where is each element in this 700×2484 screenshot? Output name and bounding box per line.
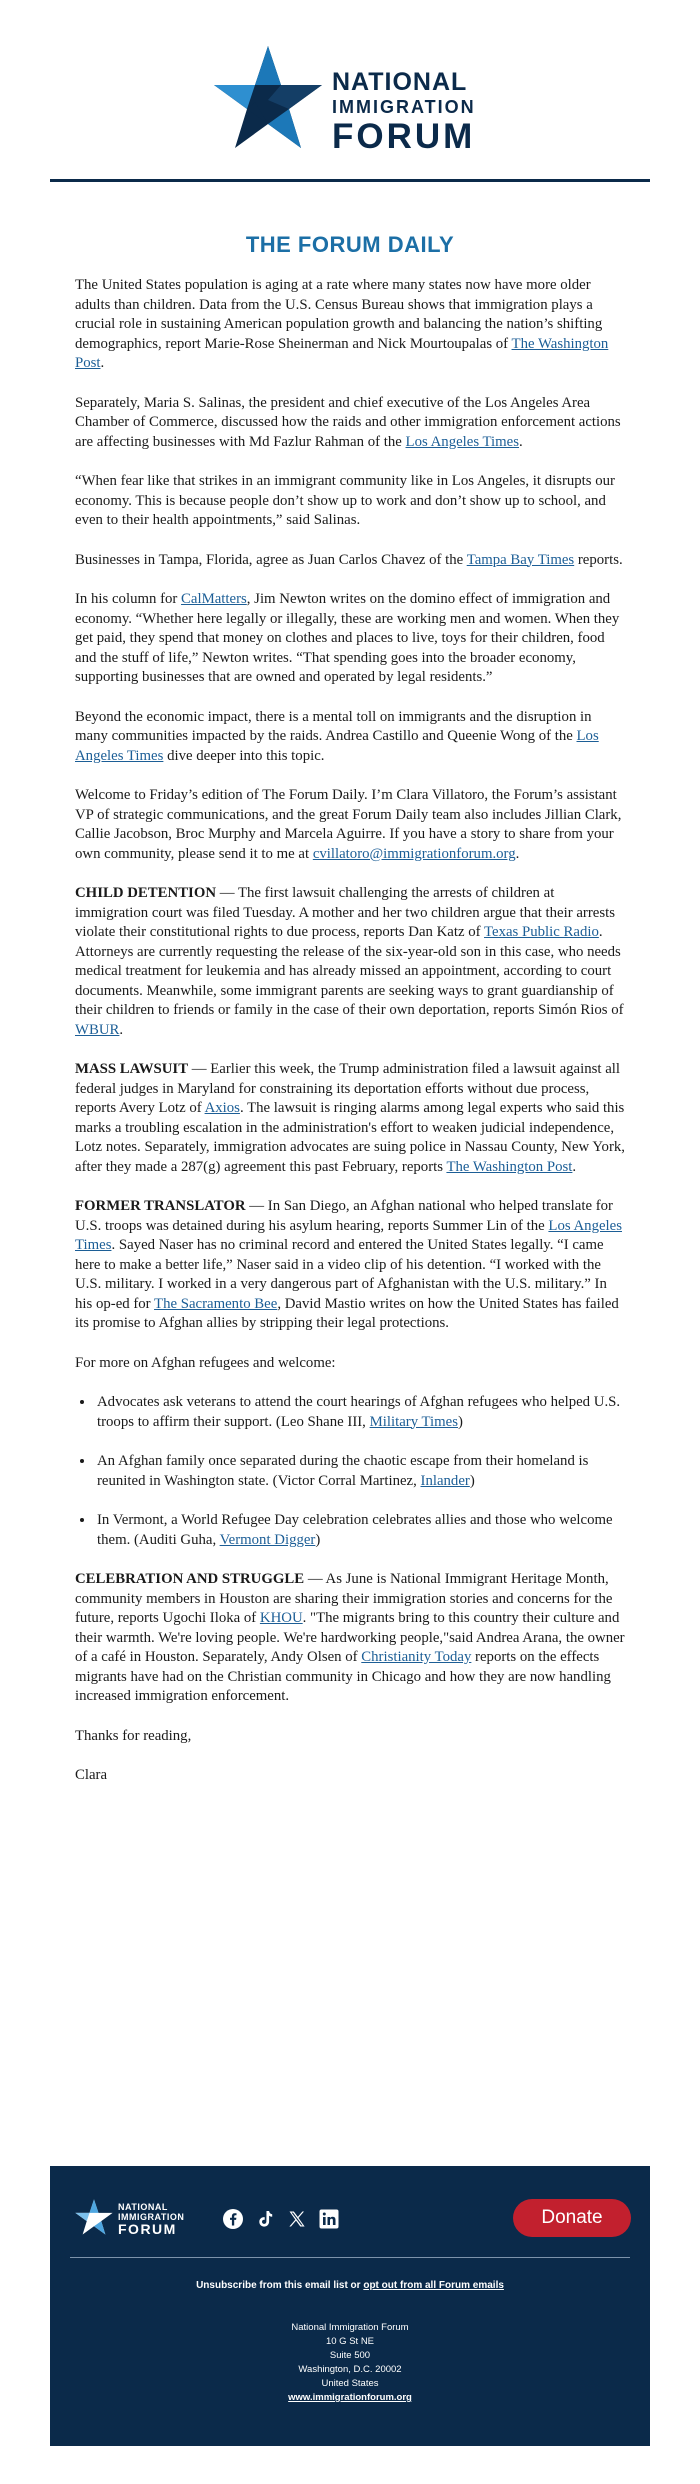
paragraph: For more on Afghan refugees and welcome: [75, 1354, 336, 1371]
page-title: THE FORUM DAILY [245, 232, 455, 257]
address-line: Suite 500 [329, 2350, 371, 2361]
link-wbur[interactable]: WBUR [75, 1021, 120, 1038]
link-axios[interactable]: Axios [204, 1100, 240, 1116]
paragraph: Beyond the economic impact, there is a mental toll on immigrants and the disruption in many communities impacted by the raids. Andrea Castillo and Queenie Wong of the Los Angeles Times dive deeper into this topic. [75, 708, 599, 764]
logo-line-1: NATIONAL [332, 68, 468, 96]
paragraph: CELEBRATION AND STRUGGLE — As June is National Immigrant Heritage Month, community members in Houston are sharing their immigration stories and concerns for the future, reports Ugochi Iloka of KHOU. "The migrants bring to this country their culture and their warmth. We're loving people. We're hardworking people,"said Andrea Arana, the owner of a café in Houston. Separately, Andy Olsen of Christianity Today reports on the effects migrants have had on the Christian community in Chicago and how they are now handling increased immigration enforcement. [75, 1571, 625, 1704]
facebook-icon[interactable] [222, 2208, 244, 2230]
paragraph: In his column for CalMatters, Jim Newton writes on the domino effect of immigration and economy. “Whether here legally or illegally, these are working men and women. When they get paid, they spend that money on clothes and places to live, toys for their children, food and the stuff of life,” Newton writes. “That spending goes into the broader economy, supporting businesses that are owned and operated by legal residents.” [75, 591, 620, 685]
paragraph: Separately, Maria S. Salinas, the president and chief executive of the Los Angeles Area Chamber of Commerce, discussed how the raids and other immigration enforcement actions are affecting businesses with Md Fazlur Rahman of the Los Angeles Times. [75, 394, 621, 450]
link-los-angeles-times[interactable]: Los Angeles Times [75, 1217, 622, 1253]
footer-logo-line-2: IMMIGRATION [118, 2212, 185, 2222]
footer-divider [70, 2257, 630, 2258]
paragraph: The United States population is aging at a rate where many states now have more older adults than children. Data from the U.S. Census Bureau shows that immigration plays a crucial role in sustaining American population growth and balancing the nation’s shifting demographics, report Marie-Rose Sheinerman and Nick Mourtoupalas of The Washington Post. [75, 277, 609, 371]
section-heading: MASS LAWSUIT [75, 1061, 189, 1077]
footer-logo-line-1: NATIONAL [118, 2202, 168, 2212]
linkedin-icon[interactable] [318, 2208, 340, 2230]
tiktok-icon[interactable] [254, 2208, 276, 2230]
signature-name: Clara [75, 1767, 108, 1783]
link-email-clara[interactable]: cvillatoro@immigrationforum.org [312, 845, 516, 862]
paragraph: “When fear like that strikes in an immigrant community like in Los Angeles, it disrupts our economy. This is because people don’t show up to work and don’t show up to school, and even to their health appointments,” said Salinas. [75, 473, 615, 528]
star-icon [210, 42, 326, 158]
opt-out-link[interactable]: opt out from all Forum emails [363, 2280, 504, 2291]
link-los-angeles-times[interactable]: Los Angeles Times [75, 728, 599, 764]
link-calmatters[interactable]: CalMatters [181, 591, 247, 607]
link-sacramento-bee[interactable]: The Sacramento Bee [154, 1295, 278, 1312]
x-icon[interactable] [286, 2208, 308, 2230]
footer-logo-line-3: FORUM [118, 2221, 177, 2237]
mailing-address [50, 2321, 650, 2405]
paragraph: MASS LAWSUIT — Earlier this week, the Trump administration filed a lawsuit against all federal judges in Maryland for constraining its deportation efforts without due process, reports Avery Lotz of Axios. The lawsuit is ringing alarms among legal experts who said this marks a troubling escalation in the administration's effort to weaken judicial independence, Lotz notes. Separately, immigration advocates are suing police in Nassau County, New York, after they made a 287(g) agreement this past February, reports The Washington Post. [75, 1061, 625, 1175]
section-heading: CHILD DETENTION [75, 885, 217, 901]
paragraph: CHILD DETENTION — The first lawsuit challenging the arrests of children at immigration court was filed Tuesday. A mother and her two children argue that their arrests violate their constitutional rights to due process, reports Dan Katz of Texas Public Radio. Attorneys are currently requesting the release of the six-year-old son in this case, who needs medical treatment for leukemia and has already missed an appointment, according to court documents. Meanwhile, some immigrant parents are seeking ways to grant guardianship of their children to friends or family in the case of their own deportation, reports Simón Rios of WBUR. [75, 885, 624, 1038]
logo-line-2: IMMIGRATION [332, 97, 476, 117]
sign-off: Thanks for reading, [75, 1727, 192, 1744]
list-item: • An Afghan family once separated during the chaotic escape from their homeland is reunited in Washington state. (Victor Corral Martinez, Inlander) [95, 1452, 627, 1491]
link-texas-public-radio[interactable]: Texas Public Radio [484, 924, 599, 940]
link-los-angeles-times[interactable]: Los Angeles Times [405, 433, 519, 450]
list-item: • In Vermont, a World Refugee Day celebration celebrates allies and those who welcome them. (Auditi Guha, Vermont Digger) [95, 1511, 627, 1550]
link-khou[interactable]: KHOU [259, 1610, 303, 1626]
link-washington-post[interactable]: The Washington Post [446, 1158, 573, 1175]
section-heading: FORMER TRANSLATOR [75, 1198, 246, 1214]
donate-button[interactable]: Donate [513, 2199, 631, 2237]
link-inlander[interactable]: Inlander [420, 1472, 470, 1489]
link-vermont-digger[interactable]: Vermont Digger [219, 1531, 316, 1548]
address-line: National Immigration Forum [291, 2322, 409, 2333]
address-line: 10 G St NE [325, 2336, 375, 2347]
forum-logo[interactable] [210, 42, 540, 162]
social-links [222, 2208, 340, 2230]
footer-logo[interactable] [74, 2196, 214, 2240]
bullet-list [95, 1393, 627, 1550]
list-item: • Advocates ask veterans to attend the court hearings of Afghan refugees who helped U.S. troops to affirm their support. (Leo Shane III, Military Times) [95, 1393, 627, 1432]
logo-line-3: FORUM [332, 117, 476, 156]
star-icon [74, 2198, 114, 2238]
paragraph: Welcome to Friday’s edition of The Forum Daily. I’m Clara Villatoro, the Forum’s assistant VP of strategic communications, and the great Forum Daily team also includes Jillian Clark, Callie Jacobson, Broc Murphy and Marcela Aguirre. If you have a story to share from your own community, please send it to me at cvillatoro@immigrationforum.org. [75, 787, 622, 862]
unsubscribe-line: Unsubscribe from this email list or opt out from all Forum emails [196, 2280, 504, 2291]
paragraph: FORMER TRANSLATOR — In San Diego, an Afghan national who helped translate for U.S. troops was detained during his asylum hearing, reports Summer Lin of the Los Angeles Times. Sayed Naser has no criminal record and entered the United States legally. “I came here to make a better life,” Naser said in a video clip of his detention. “I worked with the U.S. military. I worked in a very dangerous part of Afghanistan with the U.S. military.” In his op-ed for The Sacramento Bee, David Mastio writes on how the United States has failed its promise to Afghan allies by stripping their legal protections. [75, 1198, 622, 1331]
newsletter-body [75, 276, 627, 1806]
footer [50, 2166, 650, 2446]
link-military-times[interactable]: Military Times [369, 1413, 458, 1430]
header [50, 0, 650, 182]
link-tampa-bay-times[interactable]: Tampa Bay Times [466, 551, 575, 568]
link-christianity-today[interactable]: Christianity Today [361, 1649, 472, 1665]
section-heading: CELEBRATION AND STRUGGLE [75, 1571, 305, 1587]
address-line: Washington, D.C. 20002 [298, 2364, 402, 2375]
address-line: United States [321, 2378, 379, 2389]
link-washington-post[interactable]: The Washington Post [75, 335, 609, 371]
paragraph: Businesses in Tampa, Florida, agree as Juan Carlos Chavez of the Tampa Bay Times reports. [75, 551, 623, 568]
website-link[interactable]: www.immigrationforum.org [288, 2392, 412, 2403]
